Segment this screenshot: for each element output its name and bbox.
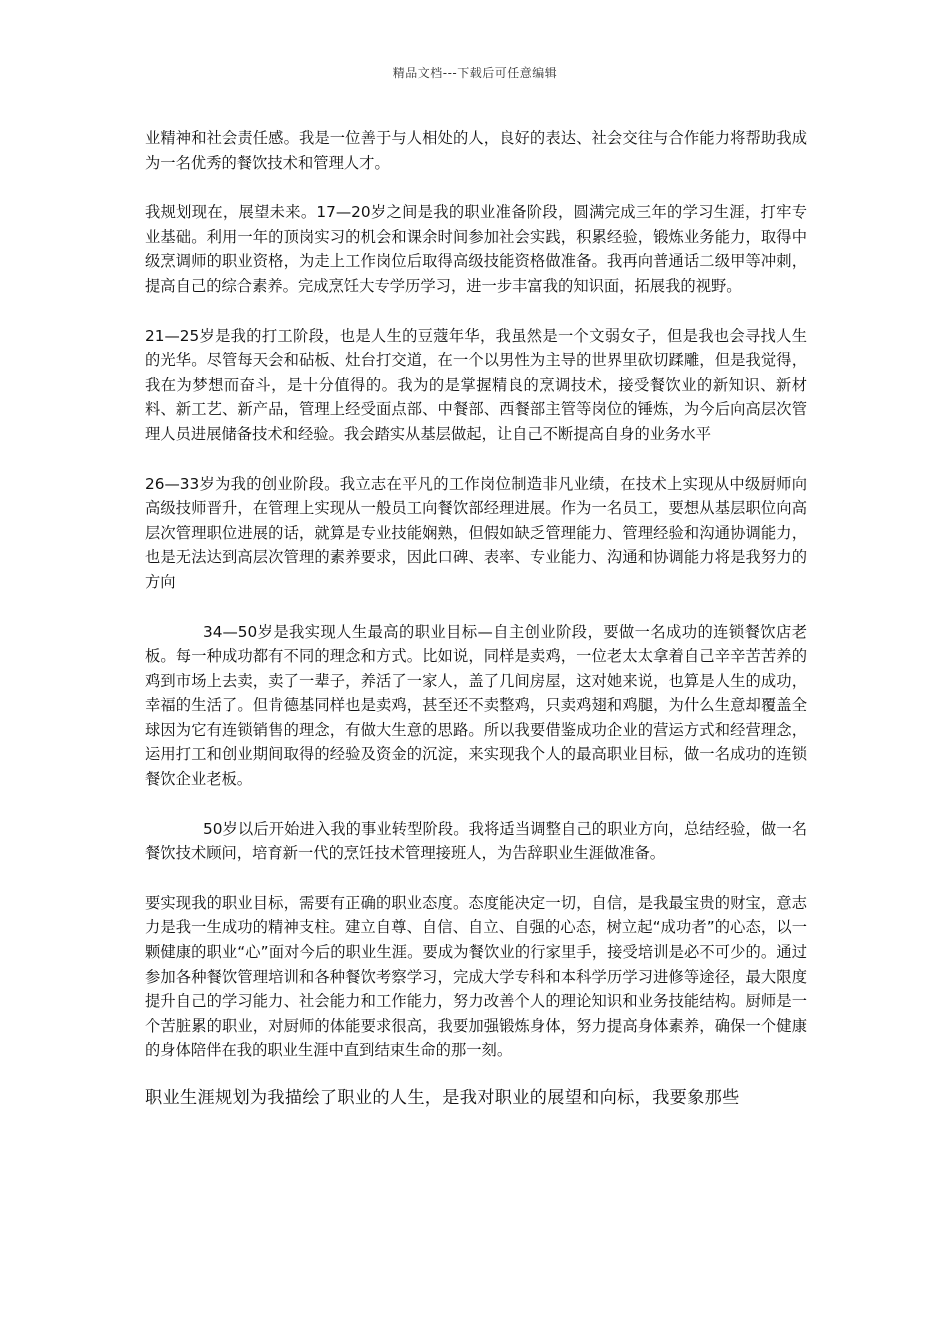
document-body bbox=[145, 126, 807, 1136]
paragraph-age-21-25: 21—25岁是我的打工阶段，也是人生的豆蔻年华，我虽然是一个文弱女子，但是我也会寻找人生的光华。尽管每天会和砧板、灶台打交道，在一个以男性为主导的世界里砍切蹂雕，但是我觉得，我在为梦想而奋斗，是十分值得的。我为的是掌握精良的烹调技术，接受餐饮业的新知识、新材料、新工艺、新产品，管理上经受面点部、中餐部、西餐部主管等岗位的锤炼，为今后向高层次管理人员进展储备技术和经验。我会踏实从基层做起，让自己不断提高自身的业务水平 bbox=[145, 326, 807, 443]
paragraph-age-17-20: 我规划现在，展望未来。17—20岁之间是我的职业准备阶段，圆满完成三年的学习生涯，打牢专业基础。利用一年的顶岗实习的机会和课余时间参加社会实践，积累经验，锻炼业务能力，取得中级烹调师的职业资格，为走上工作岗位后取得高级技能资格做准备。我再向普通话二级甲等冲刺，提高自己的综合素养。完成烹饪大专学历学习，进一步丰富我的知识面，拓展我的视野。 bbox=[145, 203, 807, 295]
paragraph-intro-continuation: 业精神和社会责任感。我是一位善于与人相处的人，良好的表达、社会交往与合作能力将帮助我成为一名优秀的餐饮技术和管理人才。 bbox=[145, 129, 807, 172]
page-header-watermark: 精品文档---下载后可任意编辑 bbox=[392, 66, 558, 80]
paragraph-age-26-33: 26—33岁为我的创业阶段。我立志在平凡的工作岗位制造非凡业绩，在技术上实现从中级厨师向高级技师晋升，在管理上实现从一般员工向餐饮部经理进展。作为一名员工，要想从基层职位向高层次管理职位进展的话，就算是专业技能娴熟，但假如缺乏管理能力、管理经验和沟通协调能力，也是无法达到高层次管理的素养要求，因此口碑、表率、专业能力、沟通和协调能力将是我努力的方向 bbox=[145, 474, 807, 591]
paragraph-age-50-plus: 50岁以后开始进入我的事业转型阶段。我将适当调整自己的职业方向，总结经验，做一名餐饮技术顾问，培育新一代的烹饪技术管理接班人，为告辞职业生涯做准备。 bbox=[145, 819, 807, 863]
paragraph-age-34-50: 34—50岁是我实现人生最高的职业目标—自主创业阶段，要做一名成功的连锁餐饮店老板。每一种成功都有不同的理念和方式。比如说，同样是卖鸡，一位老太太拿着自己辛辛苦苦养的鸡到市场上去卖，卖了一辈子，养活了一家人，盖了几间房屋，这对她来说，也算是人生的成功，幸福的生活了。但肯德基同样也是卖鸡，甚至还不卖整鸡，只卖鸡翅和鸡腿，为什么生意却覆盖全球因为它有连锁销售的理念，有做大生意的思路。所以我要借鉴成功企业的营运方式和经营理念，运用打工和创业期间取得的经验及资金的沉淀，来实现我个人的最高职业目标，做一名成功的连锁餐饮企业老板。 bbox=[145, 622, 807, 789]
paragraph-career-attitude: 要实现我的职业目标，需要有正确的职业态度。态度能决定一切，自信，是我最宝贵的财宝，意志力是我一生成功的精神支柱。建立自尊、自信、自立、自强的心态，树立起“成功者”的心态，以一颗健康的职业“心”面对今后的职业生涯。要成为餐饮业的行家里手，接受培训是必不可少的。通过参加各种餐饮管理培训和各种餐饮考察学习，完成大学专科和本科学历学习进修等途径，最大限度提升自己的学习能力、社会能力和工作能力，努力改善个人的理论知识和业务技能结构。厨师是一个苦脏累的职业，对厨师的体能要求很高，我要加强锻炼身体，努力提高身体素养，确保一个健康的身体陪伴在我的职业生涯中直到结束生命的那一刻。 bbox=[145, 893, 807, 1060]
paragraph-conclusion-start: 职业生涯规划为我描绘了职业的人生，是我对职业的展望和向标，我要象那些 bbox=[145, 1088, 740, 1108]
